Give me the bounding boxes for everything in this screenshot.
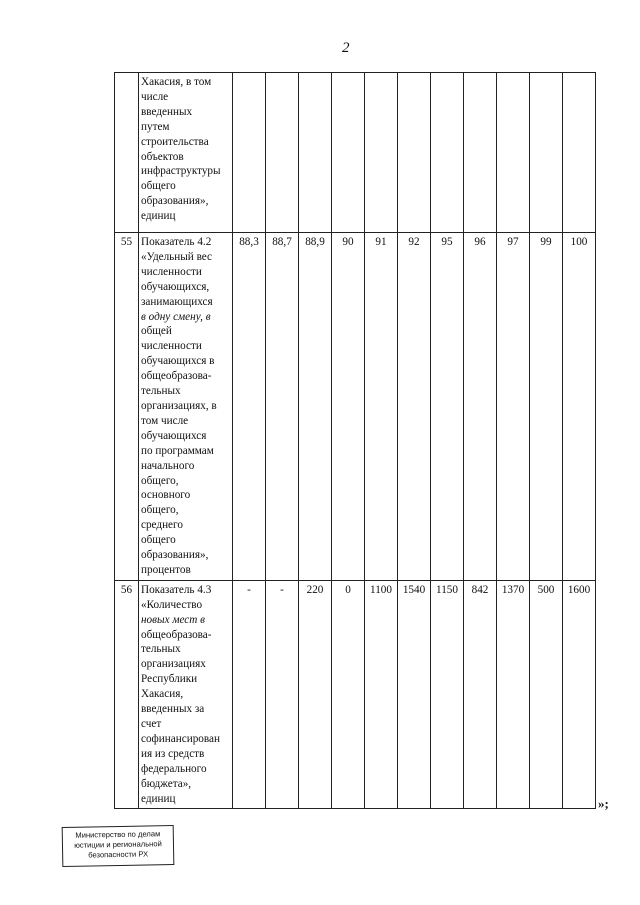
value-cell: 220 xyxy=(299,580,332,809)
description-line: по программам xyxy=(141,444,214,457)
stamp-line: Министерство по делам xyxy=(75,829,161,840)
value-cell: 96 xyxy=(464,233,497,581)
indicator-description-cell xyxy=(139,73,233,233)
description-line: том числе xyxy=(141,414,189,427)
value-cell: 0 xyxy=(332,580,365,809)
table-row xyxy=(115,580,596,809)
value-cell xyxy=(431,73,464,233)
description-line: единиц xyxy=(141,210,176,223)
description-line: Хакасия, xyxy=(141,688,184,701)
description-line: софинансирован xyxy=(141,732,220,745)
description-line: общего, xyxy=(141,504,179,517)
value-cell: 95 xyxy=(431,233,464,581)
value-cell: 1370 xyxy=(497,580,530,809)
value-cell: 500 xyxy=(530,580,563,809)
description-line: обучающихся xyxy=(141,429,207,442)
value-cell: 88,9 xyxy=(299,233,332,581)
value-cell xyxy=(563,73,596,233)
description-line: путем xyxy=(141,120,170,133)
value-cell xyxy=(365,73,398,233)
closing-quote-mark: »; xyxy=(598,796,609,811)
description-line: строительства xyxy=(141,135,209,148)
description-line: общего xyxy=(141,534,176,547)
description-line: «Количество xyxy=(141,598,203,611)
value-cell: 97 xyxy=(497,233,530,581)
value-cell xyxy=(464,73,497,233)
description-line: основного xyxy=(141,489,191,502)
description-line: обучающихся в xyxy=(141,355,215,368)
row-number-cell xyxy=(115,73,139,233)
description-line: общего, xyxy=(141,474,179,487)
value-cell: 1100 xyxy=(365,580,398,809)
value-cell xyxy=(332,73,365,233)
description-line: занимающихся xyxy=(141,295,213,308)
value-cell: 92 xyxy=(398,233,431,581)
description-line: счет xyxy=(141,718,162,730)
indicators-table xyxy=(114,72,596,809)
description-line: числе xyxy=(141,90,169,103)
description-line: федерального xyxy=(141,762,207,775)
row-number-cell: 56 xyxy=(115,580,139,809)
value-cell xyxy=(299,73,332,233)
description-line: численности xyxy=(141,265,202,278)
description-line: ия из средств xyxy=(141,747,205,760)
description-line: «Удельный вес xyxy=(141,250,213,263)
stamp-line: юстиции и региональной xyxy=(74,839,162,850)
description-line: численности xyxy=(141,340,202,353)
description-line: тельных xyxy=(141,643,181,656)
description-line: организациях, в xyxy=(141,399,217,412)
value-cell xyxy=(398,73,431,233)
description-line: обучающихся, xyxy=(141,280,210,293)
description-line: тельных xyxy=(141,385,181,398)
description-line: Республики xyxy=(141,673,198,686)
description-line: организациях xyxy=(141,658,206,671)
value-cell: - xyxy=(233,580,266,809)
table-row xyxy=(115,233,596,581)
indicator-description-cell xyxy=(139,233,233,581)
description-line: общей xyxy=(141,325,172,338)
description-line: объектов xyxy=(141,150,184,163)
description-line: общеобразова- xyxy=(141,370,212,383)
description-line: Показатель 4.3 xyxy=(141,583,212,596)
description-line: начального xyxy=(141,459,195,472)
value-cell: 91 xyxy=(365,233,398,581)
description-line: образования», xyxy=(141,549,209,562)
description-line: процентов xyxy=(141,563,191,576)
indicator-description-cell xyxy=(139,580,233,809)
description-line: общего xyxy=(141,180,176,193)
description-line: введенных xyxy=(141,105,193,118)
row-number-cell: 55 xyxy=(115,233,139,581)
table-row xyxy=(115,73,596,233)
value-cell: - xyxy=(266,580,299,809)
description-line: в одну смену, в xyxy=(141,310,211,323)
description-line: введенных за xyxy=(141,703,205,716)
value-cell xyxy=(233,73,266,233)
value-cell xyxy=(530,73,563,233)
value-cell: 90 xyxy=(332,233,365,581)
description-line: образования», xyxy=(141,195,209,208)
description-line: Хакасия, в том xyxy=(141,76,212,88)
description-line: новых мест в xyxy=(141,613,205,626)
description-line: Показатель 4.2 xyxy=(141,236,212,248)
description-line: среднего xyxy=(141,519,183,532)
description-line: бюджета», xyxy=(141,777,192,790)
ministry-stamp xyxy=(62,825,175,867)
description-line: единиц xyxy=(141,792,176,805)
value-cell: 1600 xyxy=(563,580,596,809)
stamp-line: безопасности РХ xyxy=(88,849,149,860)
value-cell xyxy=(266,73,299,233)
description-line: общеобразова- xyxy=(141,628,212,641)
value-cell: 1150 xyxy=(431,580,464,809)
page-number: 2 xyxy=(342,40,350,56)
value-cell: 1540 xyxy=(398,580,431,809)
value-cell xyxy=(497,73,530,233)
value-cell: 88,3 xyxy=(233,233,266,581)
value-cell: 100 xyxy=(563,233,596,581)
value-cell: 842 xyxy=(464,580,497,809)
value-cell: 99 xyxy=(530,233,563,581)
description-line: инфраструктуры xyxy=(141,165,221,178)
value-cell: 88,7 xyxy=(266,233,299,581)
